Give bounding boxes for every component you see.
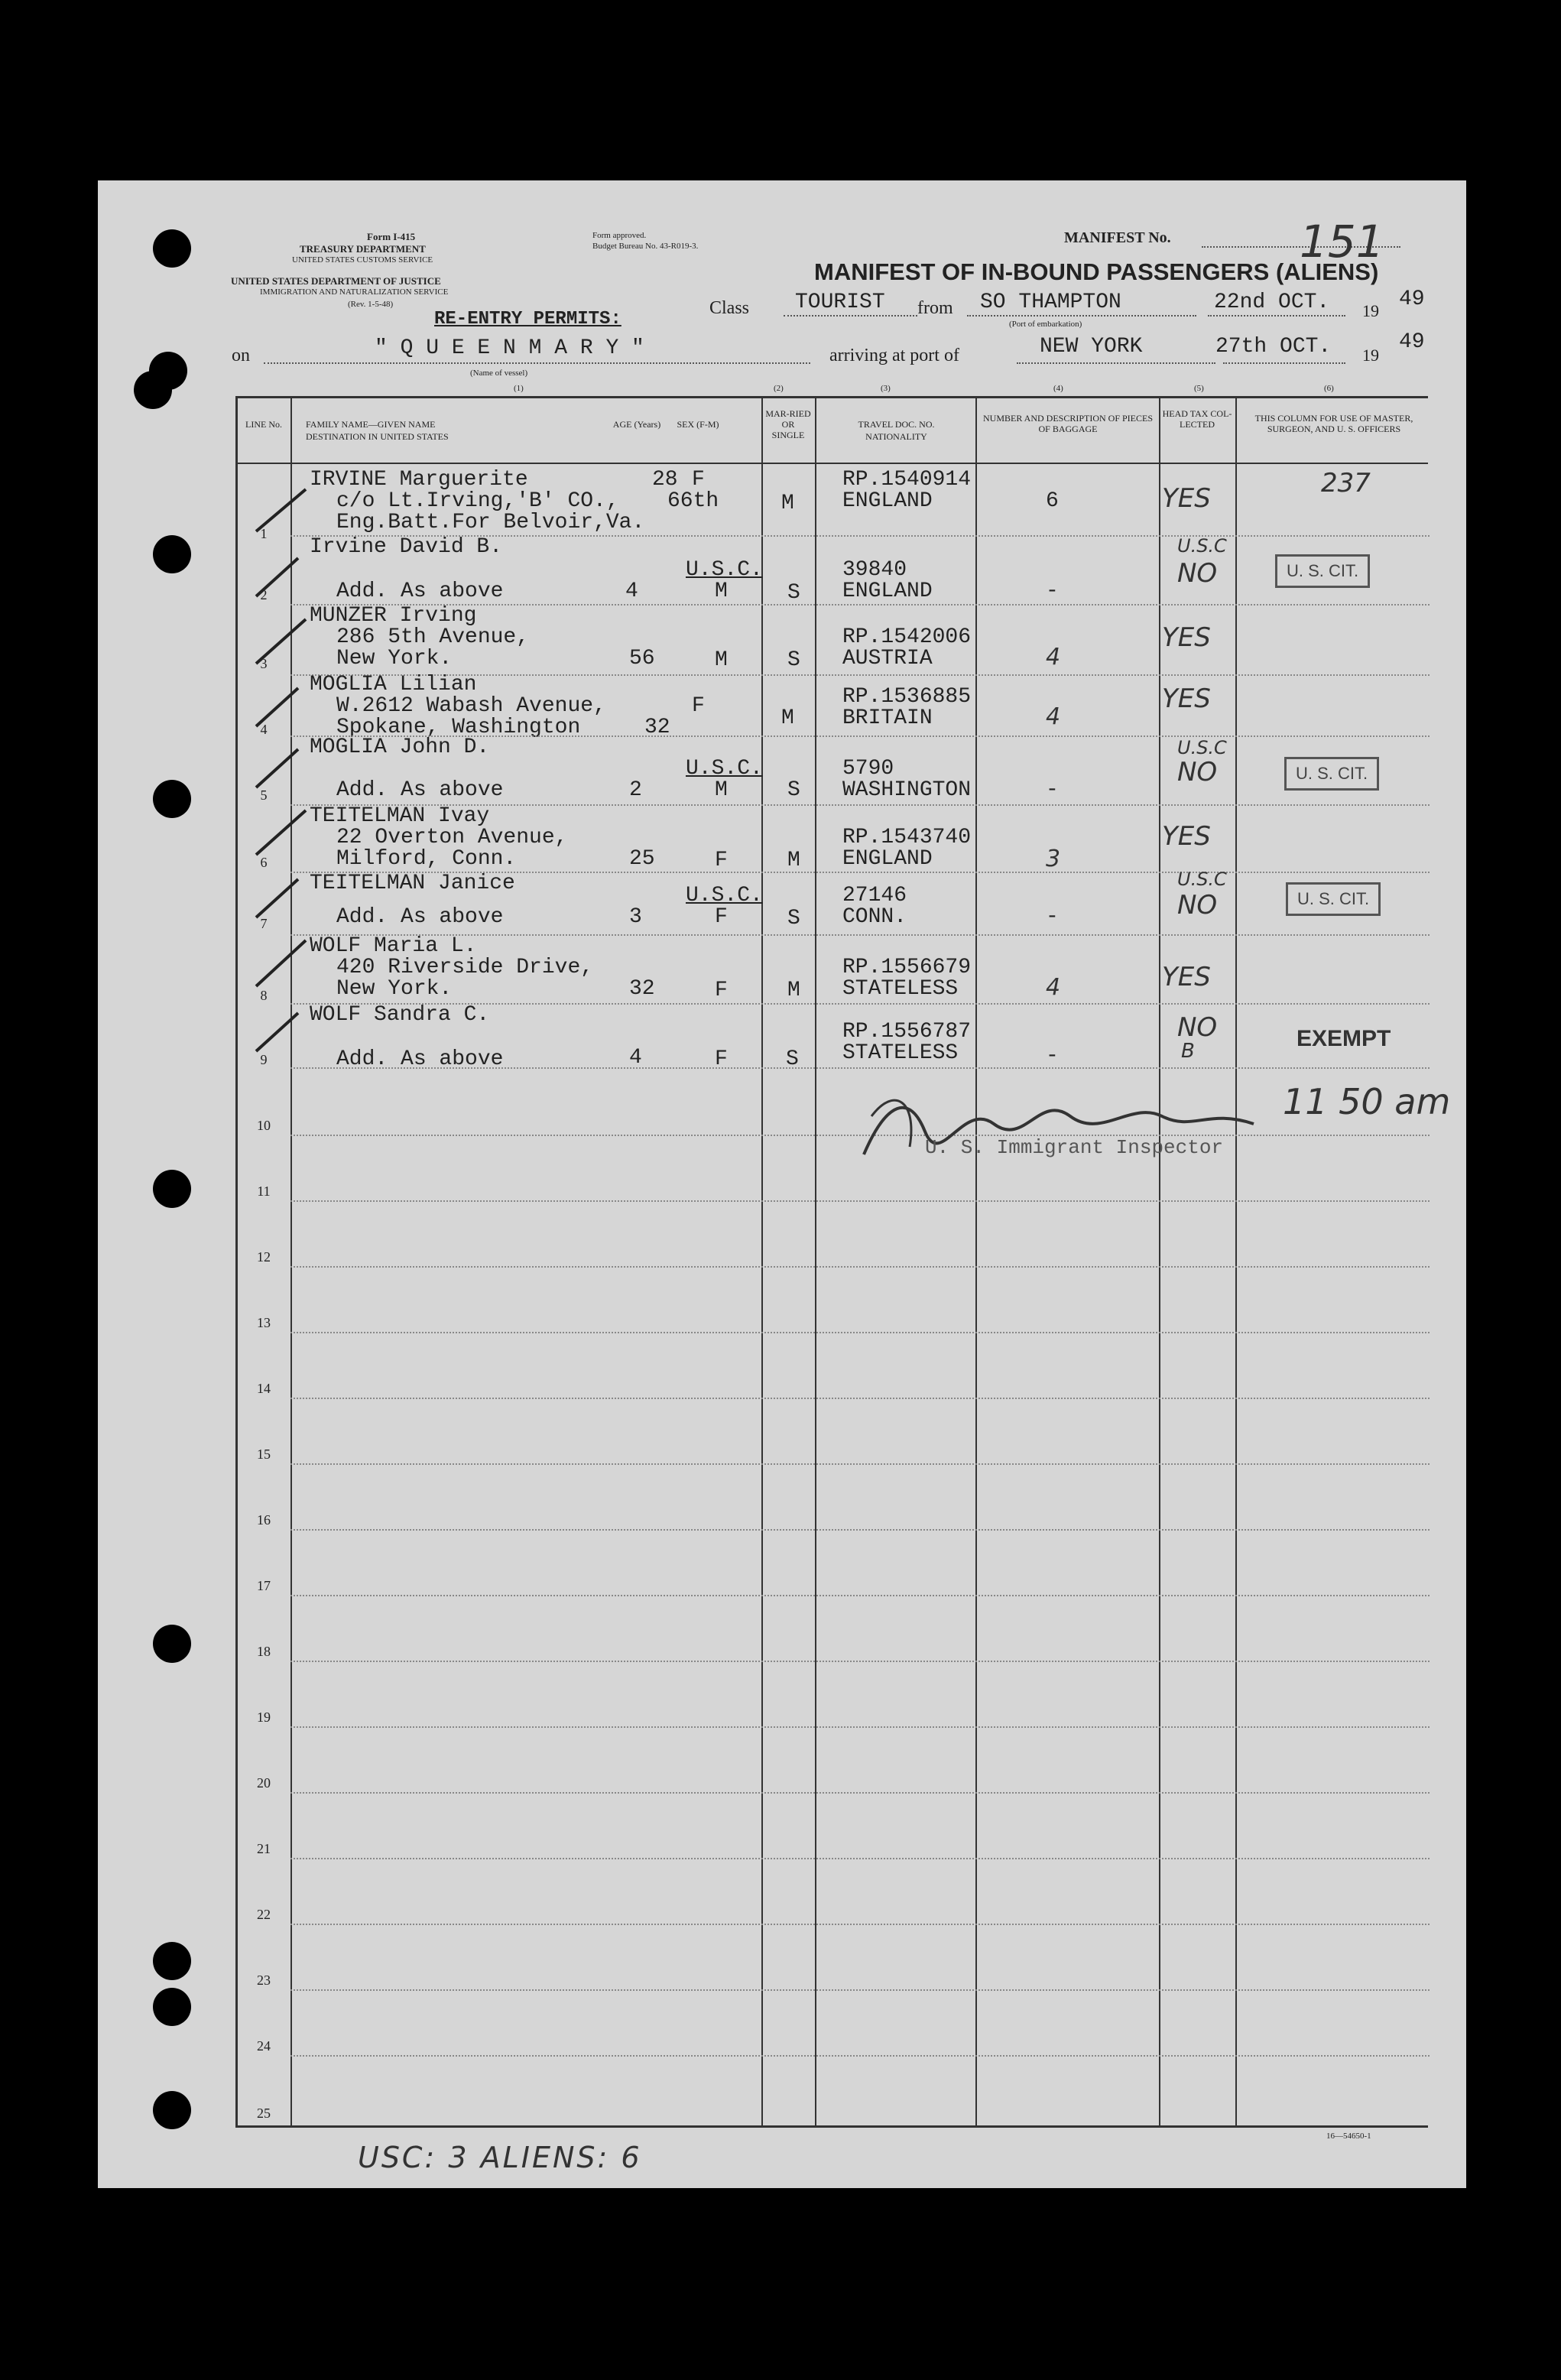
entry-address: 22 Overton Avenue, — [336, 826, 568, 849]
entry-headtax: NO — [1177, 1012, 1218, 1043]
header-bottom-border — [235, 463, 1428, 464]
row-divider — [290, 1661, 1430, 1662]
vessel-line — [264, 362, 810, 364]
entry-doc: RP.1540914 — [842, 468, 972, 492]
entry-name: WOLF Maria L. — [310, 934, 477, 958]
table-top-border — [235, 396, 1428, 398]
manifest-label: MANIFEST No. — [1064, 229, 1171, 246]
entry-age: 25 — [629, 847, 655, 871]
entry-marital: S — [787, 581, 800, 605]
entry-nationality: ENGLAND — [842, 580, 933, 603]
arrival-port: NEW YORK — [1040, 335, 1143, 359]
line-number: 12 — [257, 1249, 271, 1265]
depart-year: 49 — [1399, 287, 1425, 311]
entry-address: 420 Riverside Drive, — [336, 956, 594, 979]
entry-sex: F — [692, 468, 705, 492]
entry-headtax: YES — [1162, 683, 1211, 714]
col-age-header: AGE (Years) — [612, 419, 661, 430]
entry-address: Milford, Conn. — [336, 847, 517, 871]
line-number: 4 — [260, 722, 268, 737]
punch-hole — [149, 352, 187, 390]
entry-name: MUNZER Irving — [310, 604, 477, 628]
treasury-label: TREASURY DEPARTMENT — [300, 243, 426, 255]
col-travel-header: TRAVEL DOC. NO. — [858, 419, 935, 430]
row-divider — [290, 2055, 1430, 2057]
port-embark-label: (Port of embarkation) — [1009, 320, 1082, 329]
entry-doc: RP.1556679 — [842, 956, 972, 979]
entry-age: 2 — [629, 778, 642, 802]
entry-sex: M — [715, 580, 728, 603]
entry-address: Spokane, Washington — [336, 716, 581, 739]
entry-headtax: NO — [1177, 757, 1218, 787]
col-number-3: (3) — [881, 384, 891, 393]
entry-marital: S — [787, 648, 800, 672]
us-citizen-stamp: U. S. CIT. — [1286, 882, 1381, 916]
line-number: 20 — [257, 1775, 271, 1791]
check-mark — [256, 810, 306, 855]
entry-headtax-note: U.S.C — [1177, 869, 1227, 890]
col-baggage-header: NUMBER AND DESCRIPTION OF PIECES OF BAGGAGE — [982, 413, 1154, 434]
entry-headtax: NO — [1177, 558, 1218, 589]
entry-headtax-note: U.S.C — [1177, 535, 1227, 557]
entry-marital: M — [787, 849, 800, 872]
entry-marital: S — [787, 778, 800, 802]
col-divider — [1235, 396, 1237, 2128]
entry-address: Add. As above — [336, 580, 504, 603]
row-divider — [290, 1200, 1430, 1202]
from-label: from — [917, 298, 953, 318]
entry-sex: F — [715, 905, 728, 929]
entry-baggage: 4 — [1046, 644, 1061, 670]
line-number: 15 — [257, 1447, 271, 1462]
row-divider — [290, 1398, 1430, 1399]
entry-headtax: YES — [1162, 821, 1211, 852]
table-left-border — [235, 396, 238, 2128]
entry-marital: M — [781, 492, 794, 515]
line-number: 18 — [257, 1644, 271, 1659]
entry-address: Add. As above — [336, 778, 504, 802]
row-divider — [290, 1463, 1430, 1465]
check-mark — [256, 940, 306, 986]
entry-doc: 27146 — [842, 884, 907, 908]
col-divider — [761, 396, 763, 2128]
entry-name: MOGLIA Lilian — [310, 673, 477, 696]
entry-doc: 39840 — [842, 558, 907, 582]
entry-headtax: YES — [1162, 622, 1211, 653]
table-bottom-border — [235, 2125, 1428, 2128]
entry-address: 286 5th Avenue, — [336, 625, 530, 649]
entry-baggage: - — [1046, 1044, 1059, 1068]
entry-address: W.2612 Wabash Avenue, — [336, 694, 606, 718]
col-divider — [815, 396, 816, 2128]
manifest-number: 151 — [1300, 216, 1384, 268]
row-divider — [290, 1792, 1430, 1794]
depart-date-line — [1208, 315, 1345, 317]
col-number-6: (6) — [1324, 384, 1334, 393]
row-divider — [290, 1266, 1430, 1268]
class-value: TOURIST — [795, 291, 885, 314]
line-number: 17 — [257, 1578, 271, 1593]
entry-baggage: - — [1046, 580, 1059, 603]
check-mark — [256, 489, 306, 531]
depart-date: 22nd OCT. — [1214, 291, 1330, 314]
from-line — [967, 315, 1196, 317]
entry-nationality: BRITAIN — [842, 706, 933, 730]
entry-name: Irvine David B. — [310, 535, 503, 559]
entry-marital: M — [787, 979, 800, 1002]
year-prefix-2: 19 — [1362, 346, 1379, 365]
punch-hole — [153, 1625, 191, 1663]
entry-baggage: 4 — [1046, 974, 1061, 1001]
entry-sex: F — [715, 1047, 728, 1071]
col-destination-header: DESTINATION IN UNITED STATES — [306, 431, 449, 442]
line-number: 16 — [257, 1512, 271, 1528]
entry-baggage: - — [1046, 778, 1059, 802]
entry-age: 4 — [625, 580, 638, 603]
entry-doc: RP.1556787 — [842, 1020, 972, 1044]
entry-headtax-note: B — [1181, 1040, 1195, 1063]
entry-usc: U.S.C. — [686, 757, 763, 781]
punch-hole — [153, 1170, 191, 1208]
entry-age: 32 — [629, 977, 655, 1001]
row-divider — [290, 1529, 1430, 1531]
line-number: 22 — [257, 1907, 271, 1922]
line-number: 14 — [257, 1381, 271, 1396]
entry-baggage: - — [1046, 905, 1059, 929]
customs-label: UNITED STATES CUSTOMS SERVICE — [292, 255, 433, 265]
class-label: Class — [709, 298, 750, 318]
col-number-5: (5) — [1194, 384, 1204, 393]
revision-label: (Rev. 1-5-48) — [348, 300, 394, 309]
vessel-name-label: (Name of vessel) — [470, 369, 528, 378]
col-number-2: (2) — [774, 384, 784, 393]
entry-sex: M — [715, 648, 728, 672]
line-number: 13 — [257, 1315, 271, 1330]
arrival-date: 27th OCT. — [1215, 335, 1332, 359]
doj-label: UNITED STATES DEPARTMENT OF JUSTICE — [231, 275, 441, 287]
punch-hole — [153, 780, 191, 818]
entry-age: 32 — [644, 716, 670, 739]
col-sex-header: SEX (F-M) — [677, 419, 719, 430]
page-title: MANIFEST OF IN-BOUND PASSENGERS (ALIENS) — [814, 258, 1379, 285]
line-number: 8 — [260, 988, 268, 1003]
entry-sex: M — [715, 778, 728, 802]
ins-label: IMMIGRATION AND NATURALIZATION SERVICE — [260, 287, 449, 297]
arrival-year: 49 — [1399, 330, 1425, 354]
check-marks — [252, 466, 321, 1070]
us-citizen-stamp: U. S. CIT. — [1284, 757, 1379, 791]
entry-nationality: WASHINGTON — [842, 778, 972, 802]
row-divider — [290, 1989, 1430, 1991]
row-divider — [290, 1726, 1430, 1728]
entry-baggage: 4 — [1046, 703, 1061, 730]
budget-bureau: Budget Bureau No. 43-R019-3. — [592, 242, 699, 251]
row-divider — [290, 1858, 1430, 1859]
entry-age: 3 — [629, 905, 642, 929]
arriving-label: arriving at port of — [829, 346, 959, 365]
print-code: 16—54650-1 — [1326, 2132, 1371, 2141]
entry-sex: F — [692, 694, 705, 718]
line-number: 2 — [260, 587, 268, 602]
col-officers-header: THIS COLUMN FOR USE OF MASTER, SURGEON, AND U. S. OFFICERS — [1254, 413, 1413, 434]
entry-sex: F — [715, 979, 728, 1002]
form-approved: Form approved. — [592, 231, 647, 240]
col-divider — [1159, 396, 1160, 2128]
punch-hole — [153, 1988, 191, 2026]
form-number: Form I-415 — [367, 231, 416, 242]
entry-doc: RP.1542006 — [842, 625, 972, 649]
entry-baggage: 6 — [1046, 489, 1059, 513]
check-mark — [256, 879, 298, 917]
from-value: SO THAMPTON — [980, 291, 1121, 314]
line-number: 25 — [257, 2106, 271, 2121]
entry-headtax-note: U.S.C — [1177, 737, 1227, 758]
entry-name: TEITELMAN Ivay — [310, 804, 490, 828]
row-divider — [290, 1595, 1430, 1596]
entry-marital: S — [787, 907, 800, 930]
entry-name: TEITELMAN Janice — [310, 872, 515, 895]
line-number: 6 — [260, 855, 268, 870]
line-number: 3 — [260, 656, 268, 671]
entry-marital: M — [781, 706, 794, 730]
entry-baggage: 3 — [1046, 846, 1061, 872]
inspector-title: U. S. Immigrant Inspector — [925, 1136, 1224, 1159]
col-number-4: (4) — [1053, 384, 1063, 393]
line-number: 10 — [257, 1118, 271, 1133]
line-number: 11 — [257, 1184, 271, 1199]
entry-name: MOGLIA John D. — [310, 735, 490, 759]
tally-note: USC: 3 ALIENS: 6 — [358, 2141, 642, 2174]
punch-hole — [153, 535, 191, 573]
exempt-stamp: EXEMPT — [1297, 1026, 1391, 1051]
entry-nationality: AUSTRIA — [842, 647, 933, 670]
entry-nationality: ENGLAND — [842, 847, 933, 871]
us-citizen-stamp: U. S. CIT. — [1275, 554, 1370, 588]
line-number: 21 — [257, 1841, 271, 1856]
entry-age: 28 — [652, 468, 678, 492]
entry-doc: RP.1536885 — [842, 685, 972, 709]
line-number: 24 — [257, 2038, 271, 2054]
entry-doc: RP.1543740 — [842, 826, 972, 849]
check-mark — [256, 749, 298, 787]
entry-age: 4 — [629, 1046, 642, 1070]
entry-address: Eng.Batt.For Belvoir,Va. — [336, 511, 645, 534]
arrival-date-line — [1223, 362, 1345, 364]
col-headtax-header: HEAD TAX COL-LECTED — [1162, 408, 1232, 430]
col-family-header: FAMILY NAME—GIVEN NAME — [306, 419, 436, 430]
col-nationality-header: NATIONALITY — [865, 431, 927, 442]
arrival-port-line — [1017, 362, 1215, 364]
entry-doc: 5790 — [842, 757, 894, 781]
entry-address: New York. — [336, 977, 453, 1001]
check-mark — [256, 688, 298, 726]
col-married-header: MAR-RIED OR SINGLE — [765, 408, 811, 440]
entry-usc: U.S.C. — [686, 558, 763, 582]
check-mark — [256, 1013, 298, 1051]
entry-address: c/o Lt.Irving,'B' CO., — [336, 489, 619, 513]
entry-nationality: CONN. — [842, 905, 907, 929]
reentry-permits: RE-ENTRY PERMITS: — [434, 309, 621, 330]
entry-headtax: YES — [1162, 962, 1211, 992]
line-number: 1 — [260, 526, 268, 541]
class-line — [784, 315, 917, 317]
line-number: 7 — [260, 916, 268, 931]
entry-sex: F — [715, 849, 728, 872]
entry-age: 56 — [629, 647, 655, 670]
entry-marital: S — [786, 1047, 799, 1071]
entry-headtax: YES — [1162, 483, 1211, 514]
row-divider — [290, 1332, 1430, 1333]
entry-address: Add. As above — [336, 905, 504, 929]
line-number: 19 — [257, 1710, 271, 1725]
inspection-time: 11 50 am — [1283, 1081, 1451, 1122]
row-divider — [290, 1067, 1430, 1069]
entry-name: WOLF Sandra C. — [310, 1003, 490, 1027]
entry-officer-note: 237 — [1321, 468, 1371, 498]
entry-address: Add. As above — [336, 1047, 504, 1071]
line-number: 5 — [260, 787, 268, 803]
line-number: 9 — [260, 1052, 268, 1067]
row-divider — [290, 1924, 1430, 1925]
entry-nationality: ENGLAND — [842, 489, 933, 513]
entry-headtax: NO — [1177, 890, 1218, 921]
entry-nationality: STATELESS — [842, 977, 959, 1001]
punch-hole — [153, 2091, 191, 2129]
entry-nationality: STATELESS — [842, 1041, 959, 1065]
col-number-1: (1) — [514, 384, 524, 393]
punch-hole — [153, 229, 191, 268]
check-mark — [256, 558, 298, 596]
entry-address: New York. — [336, 647, 453, 670]
entry-usc: U.S.C. — [686, 884, 763, 908]
entry-name: IRVINE Marguerite — [310, 468, 528, 492]
entry-extra: 66th — [667, 489, 719, 513]
punch-hole — [153, 1942, 191, 1980]
year-prefix: 19 — [1362, 301, 1379, 320]
line-number: 23 — [257, 1973, 271, 1988]
col-divider — [975, 396, 977, 2128]
vessel-name: " Q U E E N M A R Y " — [375, 336, 644, 360]
check-mark — [256, 619, 306, 664]
on-label: on — [232, 346, 250, 365]
col-line-header: LINE No. — [245, 419, 282, 430]
